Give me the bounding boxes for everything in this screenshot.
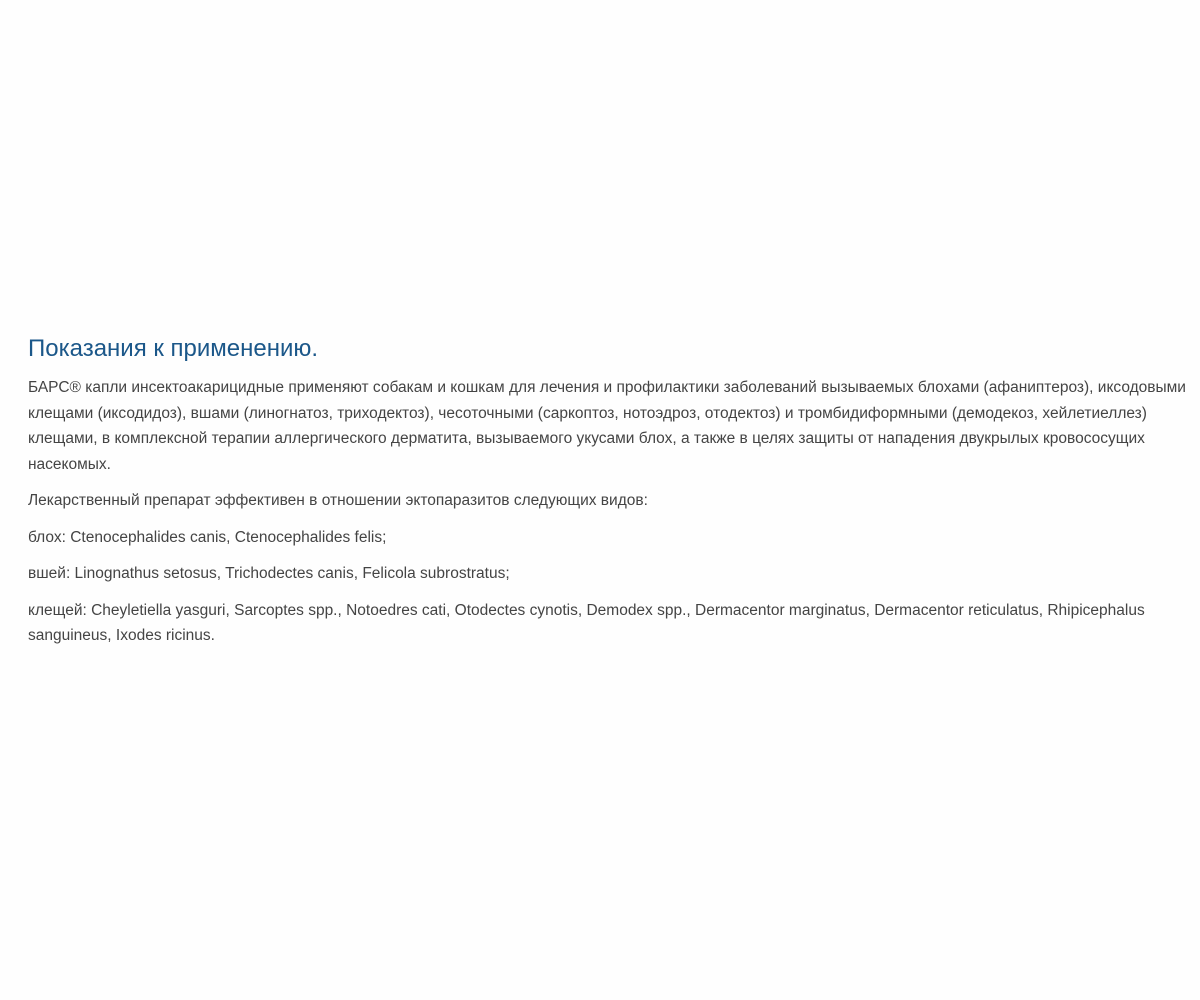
lice-species-line: вшей: Linognathus setosus, Trichodectes canis, Felicola subrostratus; — [28, 565, 510, 582]
effectiveness-intro: Лекарственный препарат эффективен в отношении эктопаразитов следующих видов: — [28, 492, 648, 509]
mites-species-line: клещей: Cheyletiella yasguri, Sarcoptes spp., Notoedres cati, Otodectes cynotis, Demodex spp., Dermacentor marginatus, Dermacentor reticulatus, Rhipicephalus sanguineus, Ixodes ricinus. — [28, 601, 1145, 644]
fleas-species-line: блох: Ctenocephalides canis, Ctenocephalides felis; — [28, 528, 387, 546]
indications-paragraph: БАРС® капли инсектоакарицидные применяют собакам и кошкам для лечения и профилактики заболеваний вызываемых блохами (афаниптероз), иксодовыми клещами (иксодидоз), вшами (линогнатоз, триходектоз), чесоточными (саркоптоз, нотоэдроз, отодектоз) и тромбидиформными (демодекоз, хейлетиеллез) клещами, в комплексной терапии аллергического дерматита, вызываемого укусами блох, а также в целях защиты от нападения двукрылых кровососущих насекомых. — [28, 379, 1186, 473]
section-heading: Показания к применению. — [28, 335, 319, 362]
indications-section — [28, 332, 1196, 660]
